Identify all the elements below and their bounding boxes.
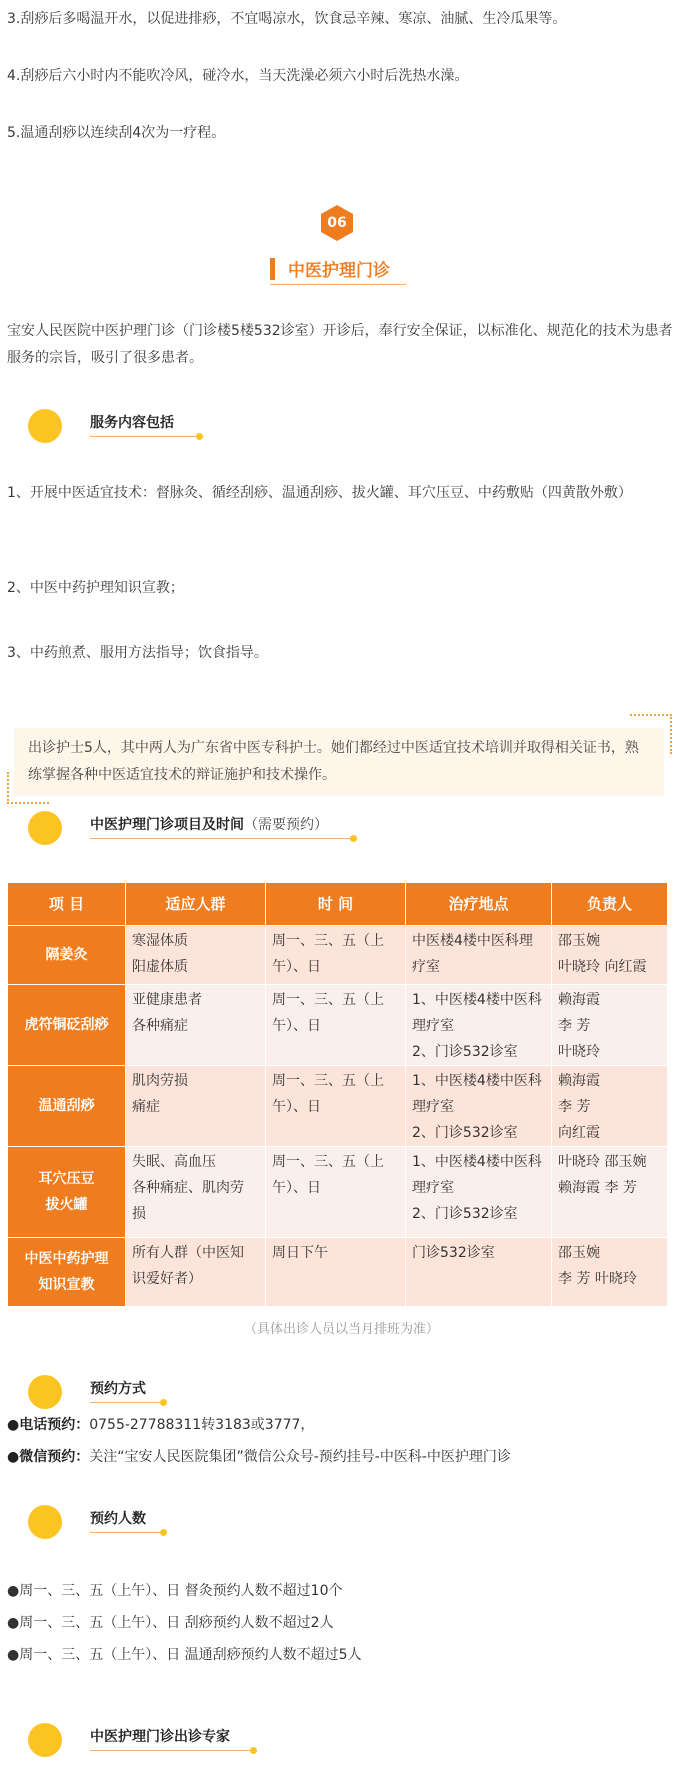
cell-line: 1、中医楼4楼中医科 xyxy=(412,992,542,1008)
cell-line: 知识宣教 xyxy=(38,1277,95,1293)
cell-line: 1、中医楼4楼中医科 xyxy=(412,1154,542,1170)
table-caption: （具体出诊人员以当月排班为准） xyxy=(243,1322,439,1337)
cell-line: 温通刮痧 xyxy=(38,1098,95,1114)
wechat-label: ●微信预约： xyxy=(7,1449,90,1465)
cell-line: 肌肉劳损 xyxy=(132,1073,188,1089)
subheading-text xyxy=(90,814,328,834)
cell-line: 识爱好者） xyxy=(132,1271,202,1287)
cell-line: 向红霞 xyxy=(558,1125,600,1141)
yellow-dot-icon xyxy=(28,1505,62,1539)
table-row xyxy=(8,1238,668,1307)
cell-line: 李 芳 叶晓玲 xyxy=(558,1271,637,1287)
subheading-underline xyxy=(90,1532,162,1533)
cell-line: 周一、三、五（上 xyxy=(272,1073,384,1089)
table-cell-staff xyxy=(552,1066,668,1147)
service-item: 3、中药煎煮、服用方法指导；饮食指导。 xyxy=(7,645,268,661)
column-header: 项 目 xyxy=(8,883,126,926)
subheading-underline xyxy=(90,838,352,839)
table-row xyxy=(8,985,668,1066)
table-cell-place xyxy=(406,985,552,1066)
subheading-underline xyxy=(90,1750,252,1751)
underline-dot-icon xyxy=(160,1399,167,1406)
column-header: 负责人 xyxy=(552,883,668,926)
underline-dot-icon xyxy=(160,1529,167,1536)
cell-line: 寒湿体质 xyxy=(132,933,188,949)
underline-dot-icon xyxy=(196,433,203,440)
service-item: 2、中医中药护理知识宣教； xyxy=(7,580,184,596)
table-cell-place xyxy=(406,1238,552,1307)
nurse-note-text: 出诊护士5人，其中两人为广东省中医专科护士。她们都经过中医适宜技术培训并取得相关证书，熟练掌握各种中医适宜技术的辩证施护和技术操作。 xyxy=(28,740,639,783)
section-number: 06 xyxy=(327,215,347,231)
cell-line: 赖海霞 xyxy=(558,992,600,1008)
table-cell-people xyxy=(126,985,266,1066)
booking-wechat xyxy=(7,1446,511,1468)
table-cell-people xyxy=(126,1066,266,1147)
cell-line: 李 芳 xyxy=(558,1099,591,1115)
cell-line: 叶晓玲 向红霞 xyxy=(558,959,647,975)
cell-line: 1、中医楼4楼中医科 xyxy=(412,1073,542,1089)
table-header-row xyxy=(8,883,668,926)
yellow-dot-icon xyxy=(28,1723,62,1757)
cell-line: 痛症 xyxy=(132,1099,160,1115)
section-number-badge xyxy=(319,204,355,242)
cell-line: 2、门诊532诊室 xyxy=(412,1044,518,1060)
cell-line: 理疗室 xyxy=(412,1018,454,1034)
table-cell-place xyxy=(406,926,552,985)
cell-line: 各种痛症 xyxy=(132,1018,188,1034)
section-heading xyxy=(270,254,406,284)
cell-line: 周日下午 xyxy=(272,1245,328,1261)
cell-line: 中医楼4楼中医科理 xyxy=(412,933,533,949)
booking-phone xyxy=(7,1414,314,1436)
yellow-dot-icon xyxy=(28,811,62,845)
cell-line: 失眠、高血压 xyxy=(132,1154,216,1170)
subheading-text: 预约方式 xyxy=(90,1381,146,1397)
table-row xyxy=(8,1147,668,1238)
service-item: 1、开展中医适宜技术：督脉灸、循经刮痧、温通刮痧、拔火罐、耳穴压豆、中药敷贴（四黄散外敷） xyxy=(7,485,632,501)
cell-line: 隔姜灸 xyxy=(45,947,88,963)
table-cell-project xyxy=(8,926,126,985)
cell-line: 理疗室 xyxy=(412,1180,454,1196)
quota-item: ●周一、三、五（上午）、日 刮痧预约人数不超过2人 xyxy=(7,1615,334,1631)
underline-dot-icon xyxy=(250,1747,257,1754)
table-cell-time xyxy=(266,1066,406,1147)
subheading-text: 预约人数 xyxy=(90,1511,146,1527)
column-header: 时 间 xyxy=(266,883,406,926)
cell-line: 阳虚体质 xyxy=(132,959,188,975)
yellow-dot-icon xyxy=(28,1375,62,1409)
heading-underline xyxy=(270,284,406,285)
cell-line: 2、门诊532诊室 xyxy=(412,1206,518,1222)
subheading-text: 中医护理门诊出诊专家 xyxy=(90,1729,230,1745)
cell-line: 亚健康患者 xyxy=(132,992,202,1008)
table-cell-project xyxy=(8,1238,126,1307)
cell-line: 耳穴压豆 xyxy=(38,1171,95,1187)
table-cell-time xyxy=(266,985,406,1066)
underline-dot-icon xyxy=(350,835,357,842)
cell-line: 所有人群（中医知 xyxy=(132,1245,244,1261)
yellow-dot-icon xyxy=(28,409,62,443)
cell-line: 邵玉婉 xyxy=(558,1245,600,1261)
cell-line: 午）、日 xyxy=(272,959,321,975)
phone-label: ●电话预约： xyxy=(7,1417,90,1433)
table-cell-place xyxy=(406,1147,552,1238)
cell-line: 周一、三、五（上 xyxy=(272,992,384,1008)
table-cell-people xyxy=(126,1238,266,1307)
table-cell-project xyxy=(8,1147,126,1238)
cell-line: 赖海霞 xyxy=(558,1073,600,1089)
cell-line: 疗室 xyxy=(412,959,440,975)
paragraph-scraping-aftercare-5: 5.温通刮痧以连续刮4次为一疗程。 xyxy=(7,125,226,141)
table-cell-project xyxy=(8,985,126,1066)
cell-line: 叶晓玲 xyxy=(558,1044,600,1060)
cell-line: 午）、日 xyxy=(272,1018,321,1034)
paragraph-scraping-aftercare-3: 3.刮痧后多喝温开水，以促进排痧，不宜喝凉水，饮食忌辛辣、寒凉、油腻、生冷瓜果等。 xyxy=(7,11,567,27)
table-cell-project xyxy=(8,1066,126,1147)
table-cell-staff xyxy=(552,1147,668,1238)
cell-line: 周一、三、五（上 xyxy=(272,933,384,949)
section-title: 中医护理门诊 xyxy=(288,261,390,281)
wechat-value: 关注“宝安人民医院集团”微信公众号-预约挂号-中医科-中医护理门诊 xyxy=(89,1449,511,1465)
cell-line: 门诊532诊室 xyxy=(412,1245,495,1261)
column-header: 适应人群 xyxy=(126,883,266,926)
cell-line: 损 xyxy=(132,1206,146,1222)
schedule-table xyxy=(7,882,668,1307)
table-cell-people xyxy=(126,926,266,985)
cell-line: 叶晓玲 邵玉婉 xyxy=(558,1154,647,1170)
table-cell-time xyxy=(266,1147,406,1238)
table-row xyxy=(8,1066,668,1147)
cell-line: 赖海霞 李 芳 xyxy=(558,1180,637,1196)
phone-value: 0755-27788311转3183或3777， xyxy=(89,1417,315,1433)
table-cell-place xyxy=(406,1066,552,1147)
nurse-note-box xyxy=(14,728,664,796)
paragraph-scraping-aftercare-4: 4.刮痧后六小时内不能吹冷风，碰冷水，当天洗澡必须六小时后洗热水澡。 xyxy=(7,68,469,84)
cell-line: 2、门诊532诊室 xyxy=(412,1125,518,1141)
table-cell-staff xyxy=(552,926,668,985)
cell-line: 拔火罐 xyxy=(45,1197,88,1213)
column-header: 治疗地点 xyxy=(406,883,552,926)
dotted-corner-decoration xyxy=(7,772,49,804)
schedule-heading-note: （需要预约） xyxy=(244,817,328,833)
cell-line: 虎符铜砭刮痧 xyxy=(24,1017,109,1033)
schedule-heading-text: 中医护理门诊项目及时间 xyxy=(90,817,244,833)
cell-line: 中医中药护理 xyxy=(24,1251,109,1267)
table-cell-people xyxy=(126,1147,266,1238)
intro-paragraph: 宝安人民医院中医护理门诊（门诊楼5楼532诊室）开诊后，奉行安全保证，以标准化、规范化的技术为患者服务的宗旨，吸引了很多患者。 xyxy=(7,323,673,366)
cell-line: 午）、日 xyxy=(272,1180,321,1196)
cell-line: 邵玉婉 xyxy=(558,933,600,949)
cell-line: 李 芳 xyxy=(558,1018,591,1034)
table-cell-staff xyxy=(552,1238,668,1307)
quota-item: ●周一、三、五（上午）、日 温通刮痧预约人数不超过5人 xyxy=(7,1647,362,1663)
cell-line: 午）、日 xyxy=(272,1099,321,1115)
table-row xyxy=(8,926,668,985)
table-cell-staff xyxy=(552,985,668,1066)
table-cell-time xyxy=(266,926,406,985)
cell-line: 各种痛症、肌肉劳 xyxy=(132,1180,244,1196)
subheading-underline xyxy=(90,1402,162,1403)
cell-line: 理疗室 xyxy=(412,1099,454,1115)
table-cell-time xyxy=(266,1238,406,1307)
quota-item: ●周一、三、五（上午）、日 督灸预约人数不超过10个 xyxy=(7,1583,343,1599)
subheading-text: 服务内容包括 xyxy=(90,415,174,431)
cell-line: 周一、三、五（上 xyxy=(272,1154,384,1170)
subheading-underline xyxy=(90,436,198,437)
heading-accent-bar xyxy=(270,258,275,280)
